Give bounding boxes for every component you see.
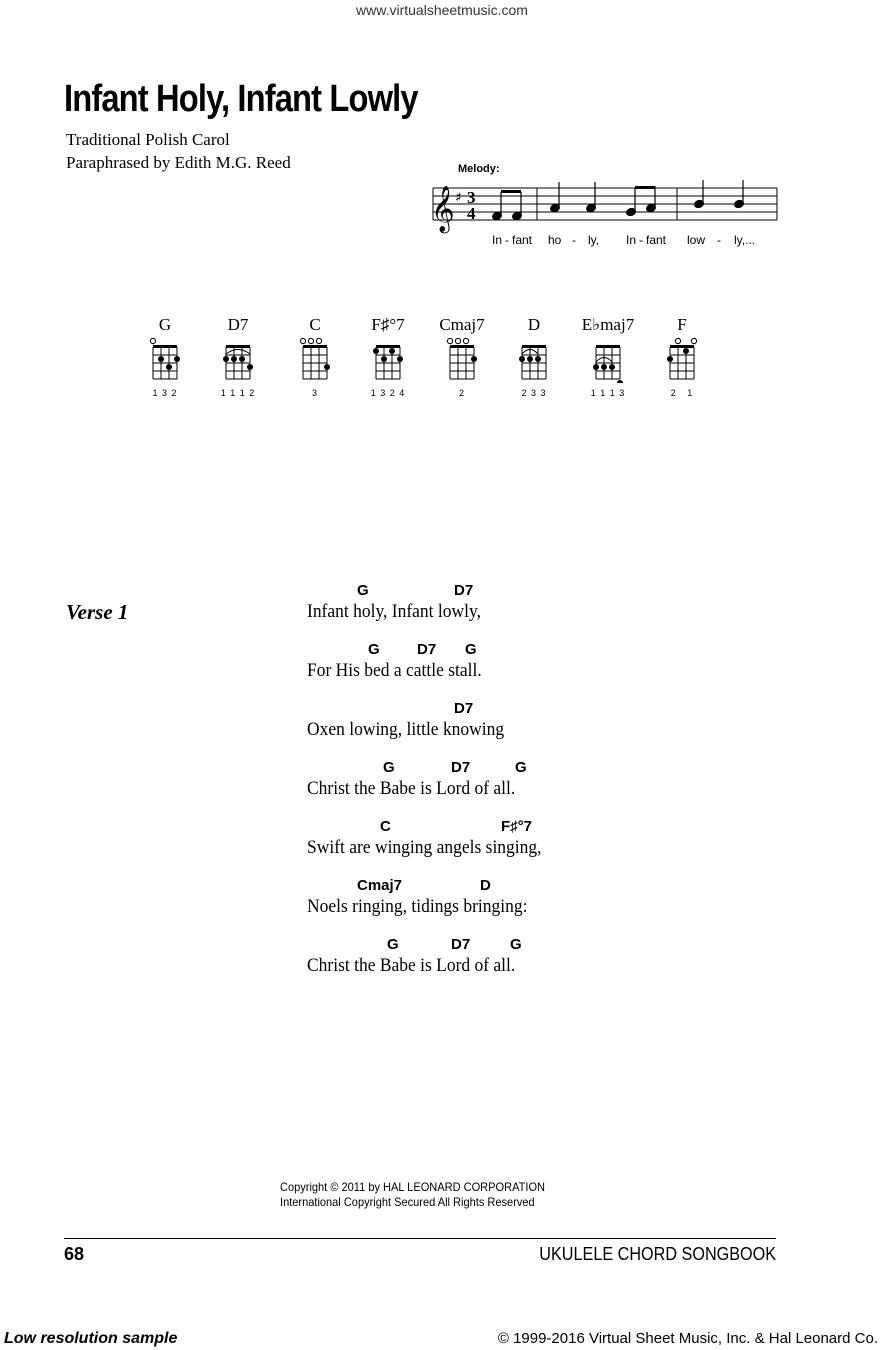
syllable: fant bbox=[646, 233, 667, 247]
fretboard-grid bbox=[499, 335, 569, 383]
finger-dot bbox=[519, 356, 525, 362]
finger-dot bbox=[617, 380, 623, 383]
chord-symbol: G bbox=[383, 759, 395, 776]
chord-symbol: G bbox=[387, 936, 399, 953]
finger-numbers: 2 3 3 bbox=[521, 388, 547, 398]
chord-diagram-name: F bbox=[677, 315, 687, 334]
finger-dot bbox=[683, 348, 689, 354]
nut bbox=[226, 345, 250, 348]
finger-numbers: 1 3 2 bbox=[152, 388, 178, 398]
chord-symbol: Cmaj7 bbox=[357, 877, 403, 894]
finger-numbers: 2 bbox=[458, 388, 465, 398]
chord-diagram-name: E♭maj7 bbox=[581, 315, 635, 334]
finger-dot bbox=[158, 356, 164, 362]
composer-credit: Traditional Polish Carol bbox=[66, 130, 230, 149]
verse-label: Verse 1 bbox=[66, 600, 129, 624]
chord-diagram-name: C bbox=[309, 315, 321, 334]
open-string-icon bbox=[675, 338, 680, 343]
nut bbox=[522, 345, 546, 348]
syllable: In bbox=[492, 233, 503, 247]
open-string-icon bbox=[447, 338, 452, 343]
chord-diagram-name: D bbox=[527, 315, 541, 334]
finger-dot bbox=[166, 364, 172, 370]
finger-numbers: 1 3 2 4 bbox=[370, 388, 406, 398]
treble-clef-icon: 𝄞 bbox=[431, 186, 455, 232]
chord-diagram bbox=[573, 315, 643, 398]
chord-diagram-name: Cmaj7 bbox=[439, 315, 485, 334]
chord-symbol: G bbox=[368, 641, 380, 658]
page-number: 68 bbox=[64, 1244, 85, 1264]
open-string-icon bbox=[308, 338, 313, 343]
chord-diagram-name: G bbox=[158, 315, 172, 334]
open-string-icon bbox=[455, 338, 460, 343]
time-signature-bottom: 4 bbox=[467, 204, 476, 223]
chord-symbol: D7 bbox=[454, 700, 474, 717]
finger-dot bbox=[239, 356, 245, 362]
finger-dot bbox=[324, 364, 330, 370]
lyric-line: Christ the Babe is Lord of all. bbox=[307, 955, 516, 976]
finger-dot bbox=[471, 356, 477, 362]
lyric-line: For His bed a cattle stall. bbox=[307, 660, 482, 681]
copyright-line: International Copyright Secured All Rights Reserved bbox=[280, 1195, 535, 1209]
chord-symbol: G bbox=[510, 936, 522, 953]
fretboard-grid bbox=[427, 335, 497, 383]
lyricist-credit: Paraphrased by Edith M.G. Reed bbox=[66, 153, 291, 172]
fretboard-grid bbox=[130, 335, 200, 383]
chord-diagram bbox=[647, 315, 717, 398]
syllable: ho bbox=[548, 233, 562, 247]
melody-staff bbox=[425, 178, 785, 258]
finger-dot bbox=[397, 356, 403, 362]
finger-numbers: 2 1 bbox=[670, 388, 694, 398]
finger-dot bbox=[389, 348, 395, 354]
chord-symbol: F♯°7 bbox=[501, 818, 533, 835]
finger-dot bbox=[381, 356, 387, 362]
sharp-key-signature-icon: ♯ bbox=[455, 190, 462, 206]
chord-symbol: D bbox=[480, 877, 491, 894]
syllable: fant bbox=[512, 233, 533, 247]
chord-symbol: G bbox=[515, 759, 527, 776]
fretboard-grid bbox=[353, 335, 423, 383]
fretboard-grid bbox=[573, 335, 643, 383]
fretboard-grid bbox=[203, 335, 273, 383]
chord-symbol: D7 bbox=[417, 641, 437, 658]
lyric-line: Infant holy, Infant lowly, bbox=[307, 601, 481, 622]
syllable-hyphen: - bbox=[639, 233, 643, 247]
finger-dot bbox=[601, 364, 607, 370]
syllable: ly, bbox=[588, 233, 600, 247]
finger-numbers: 3 bbox=[311, 388, 318, 398]
chord-diagram bbox=[280, 315, 350, 398]
finger-dot bbox=[609, 364, 615, 370]
fretboard-grid bbox=[647, 335, 717, 383]
syllable-hyphen: - bbox=[505, 233, 509, 247]
syllable-hyphen: - bbox=[717, 233, 721, 247]
lyric-line: Noels ringing, tidings bringing: bbox=[307, 896, 528, 917]
chord-symbol: D7 bbox=[454, 582, 474, 599]
chord-diagram bbox=[203, 315, 273, 398]
chord-diagram bbox=[130, 315, 200, 398]
source-url: www.virtualsheetmusic.com bbox=[356, 2, 528, 18]
sample-notice: Low resolution sample bbox=[4, 1330, 178, 1347]
nut bbox=[596, 345, 620, 348]
finger-dot bbox=[174, 356, 180, 362]
lyric-line: Swift are winging angels singing, bbox=[307, 837, 542, 858]
chord-symbol: G bbox=[465, 641, 477, 658]
chord-symbol: C bbox=[380, 818, 391, 835]
open-string-icon bbox=[300, 338, 305, 343]
melody-label: Melody: bbox=[458, 163, 500, 175]
nut bbox=[450, 345, 474, 348]
finger-dot bbox=[593, 364, 599, 370]
fretboard-grid bbox=[280, 335, 350, 383]
vsm-copyright: © 1999-2016 Virtual Sheet Music, Inc. & Hal Leonard Co. bbox=[497, 1330, 878, 1347]
finger-dot bbox=[247, 364, 253, 370]
chord-symbol: D7 bbox=[451, 759, 471, 776]
syllable: low bbox=[687, 233, 706, 247]
open-string-icon bbox=[316, 338, 321, 343]
finger-dot bbox=[223, 356, 229, 362]
nut bbox=[376, 345, 400, 348]
syllable: ly,... bbox=[734, 233, 756, 247]
chord-symbol: G bbox=[357, 582, 369, 599]
finger-dot bbox=[373, 348, 379, 354]
open-string-icon bbox=[150, 338, 155, 343]
open-string-icon bbox=[691, 338, 696, 343]
finger-dot bbox=[535, 356, 541, 362]
footer-rule bbox=[64, 1238, 776, 1239]
chord-diagram bbox=[499, 315, 569, 398]
book-title: UKULELE CHORD SONGBOOK bbox=[539, 1244, 776, 1264]
nut bbox=[303, 345, 327, 348]
lyric-line: Christ the Babe is Lord of all. bbox=[307, 778, 516, 799]
finger-numbers: 1 1 1 3 bbox=[590, 388, 626, 398]
finger-dot bbox=[667, 356, 673, 362]
finger-dot bbox=[527, 356, 533, 362]
nut bbox=[153, 345, 177, 348]
song-title: Infant Holy, Infant Lowly bbox=[64, 78, 418, 120]
chord-diagram-name: F♯°7 bbox=[371, 315, 405, 334]
chord-diagram bbox=[427, 315, 497, 398]
chord-diagram bbox=[353, 315, 423, 398]
nut bbox=[670, 345, 694, 348]
finger-numbers: 1 1 1 2 bbox=[220, 388, 256, 398]
open-string-icon bbox=[463, 338, 468, 343]
finger-dot bbox=[231, 356, 237, 362]
syllable: In bbox=[626, 233, 637, 247]
barre-icon bbox=[226, 350, 250, 355]
syllable-hyphen: - bbox=[572, 233, 576, 247]
lyric-line: Oxen lowing, little knowing bbox=[307, 719, 505, 740]
copyright-line: Copyright © 2011 by HAL LEONARD CORPORATION bbox=[280, 1180, 546, 1194]
chord-diagram-name: D7 bbox=[227, 315, 249, 334]
chord-symbol: D7 bbox=[451, 936, 471, 953]
time-signature-top: 3 bbox=[467, 188, 476, 207]
